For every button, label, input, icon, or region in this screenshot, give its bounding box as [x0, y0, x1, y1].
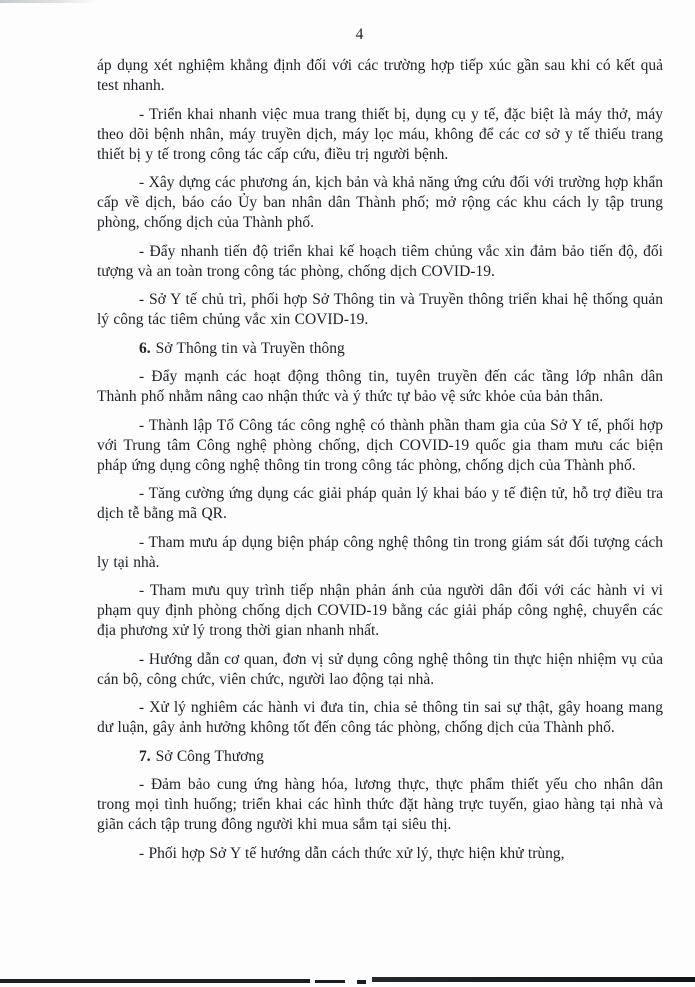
- section-heading-6: [97, 339, 663, 359]
- paragraph: - Đảm bảo cung ứng hàng hóa, lương thực, thực phẩm thiết yếu cho nhân dân trong mọi tình huống; triển khai các hình thức đặt hàng trực tuyến, giao hàng tại nhà và giãn cách tập trung đông người khi mua sắm tại siêu thị.: [97, 776, 663, 833]
- scan-edge-line-segment: [0, 979, 310, 983]
- paragraph: - Xử lý nghiêm các hành vi đưa tin, chia sẻ thông tin sai sự thật, gây hoang mang dư luận, gây ảnh hưởng không tốt đến công tác phòng, chống dịch của Thành phố.: [97, 699, 663, 736]
- paragraph: - Xây dựng các phương án, kịch bản và khả năng ứng cứu đối với trường hợp khẩn cấp về dịch, báo cáo Ủy ban nhân dân Thành phố; mở rộng các khu cách ly tập trung phòng, chống dịch của Thành phố.: [97, 174, 663, 231]
- paragraph: - Đẩy nhanh tiến độ triển khai kế hoạch tiêm chủng vắc xin đảm bảo tiến độ, đối tượng và an toàn trong công tác phòng, chống dịch COVID-19.: [97, 242, 663, 280]
- paragraph: - Triển khai nhanh việc mua trang thiết bị, dụng cụ y tế, đặc biệt là máy thở, máy theo dõi bệnh nhân, máy truyền dịch, máy lọc máu, không để các cơ sở y tế thiếu trang thiết bị y tế trong công tác cấp cứu, điều trị người bệnh.: [97, 105, 663, 163]
- scan-edge-line-segment: [357, 980, 366, 984]
- paragraph-continuation: áp dụng xét nghiệm khẳng định đối với các trường hợp tiếp xúc gần sau khi có kết quả test nhanh.: [97, 57, 663, 94]
- paragraph: - Đẩy mạnh các hoạt động thông tin, tuyên truyền đến các tầng lớp nhân dân Thành phố nhằm nâng cao nhận thức và ý thức tự bảo vệ sức khỏe của bản thân.: [97, 368, 663, 405]
- section-number: 7.: [139, 747, 151, 765]
- section-heading-7: [97, 747, 663, 767]
- paragraph: - Thành lập Tổ Công tác công nghệ có thành phần tham gia của Sở Y tế, phối hợp với Trung tâm Công nghệ phòng chống, dịch COVID-19 quốc gia tham mưu các biện pháp ứng dụng công nghệ thông tin trong công tác phòng, chống dịch của Thành phố.: [97, 416, 663, 474]
- scan-edge-line-segment: [372, 977, 695, 982]
- scan-smudge-top-left: [0, 0, 96, 3]
- page-number: 4: [355, 26, 364, 43]
- paragraph: - Phối hợp Sở Y tế hướng dẫn cách thức xử lý, thực hiện khử trùng,: [139, 844, 565, 862]
- section-title: Sở Công Thương: [155, 747, 264, 765]
- paragraph: - Tham mưu áp dụng biện pháp công nghệ thông tin trong giám sát đối tượng cách ly tại nhà.: [97, 533, 663, 571]
- paragraph: - Hướng dẫn cơ quan, đơn vị sử dụng công nghệ thông tin thực hiện nhiệm vụ của cán bộ, công chức, viên chức, người lao động tại nhà.: [97, 650, 663, 688]
- scan-edge-line-segment: [315, 980, 345, 983]
- section-title: Sở Thông tin và Truyền thông: [155, 339, 345, 357]
- paragraph: - Sở Y tế chủ trì, phối hợp Sở Thông tin và Truyền thông triển khai hệ thống quản lý công tác tiêm chủng vắc xin COVID-19.: [97, 291, 663, 328]
- paragraph: - Tham mưu quy trình tiếp nhận phản ánh của người dân đối với các hành vi vi phạm quy định phòng chống dịch COVID-19 bằng các giải pháp công nghệ, chuyển các địa phương xử lý trong thời gian nhanh nhất.: [97, 582, 663, 639]
- section-number: 6.: [139, 339, 151, 357]
- document-body: [97, 56, 663, 872]
- paragraph: - Tăng cường ứng dụng các giải pháp quản lý khai báo y tế điện tử, hỗ trợ điều tra dịch tễ bằng mã QR.: [97, 485, 663, 522]
